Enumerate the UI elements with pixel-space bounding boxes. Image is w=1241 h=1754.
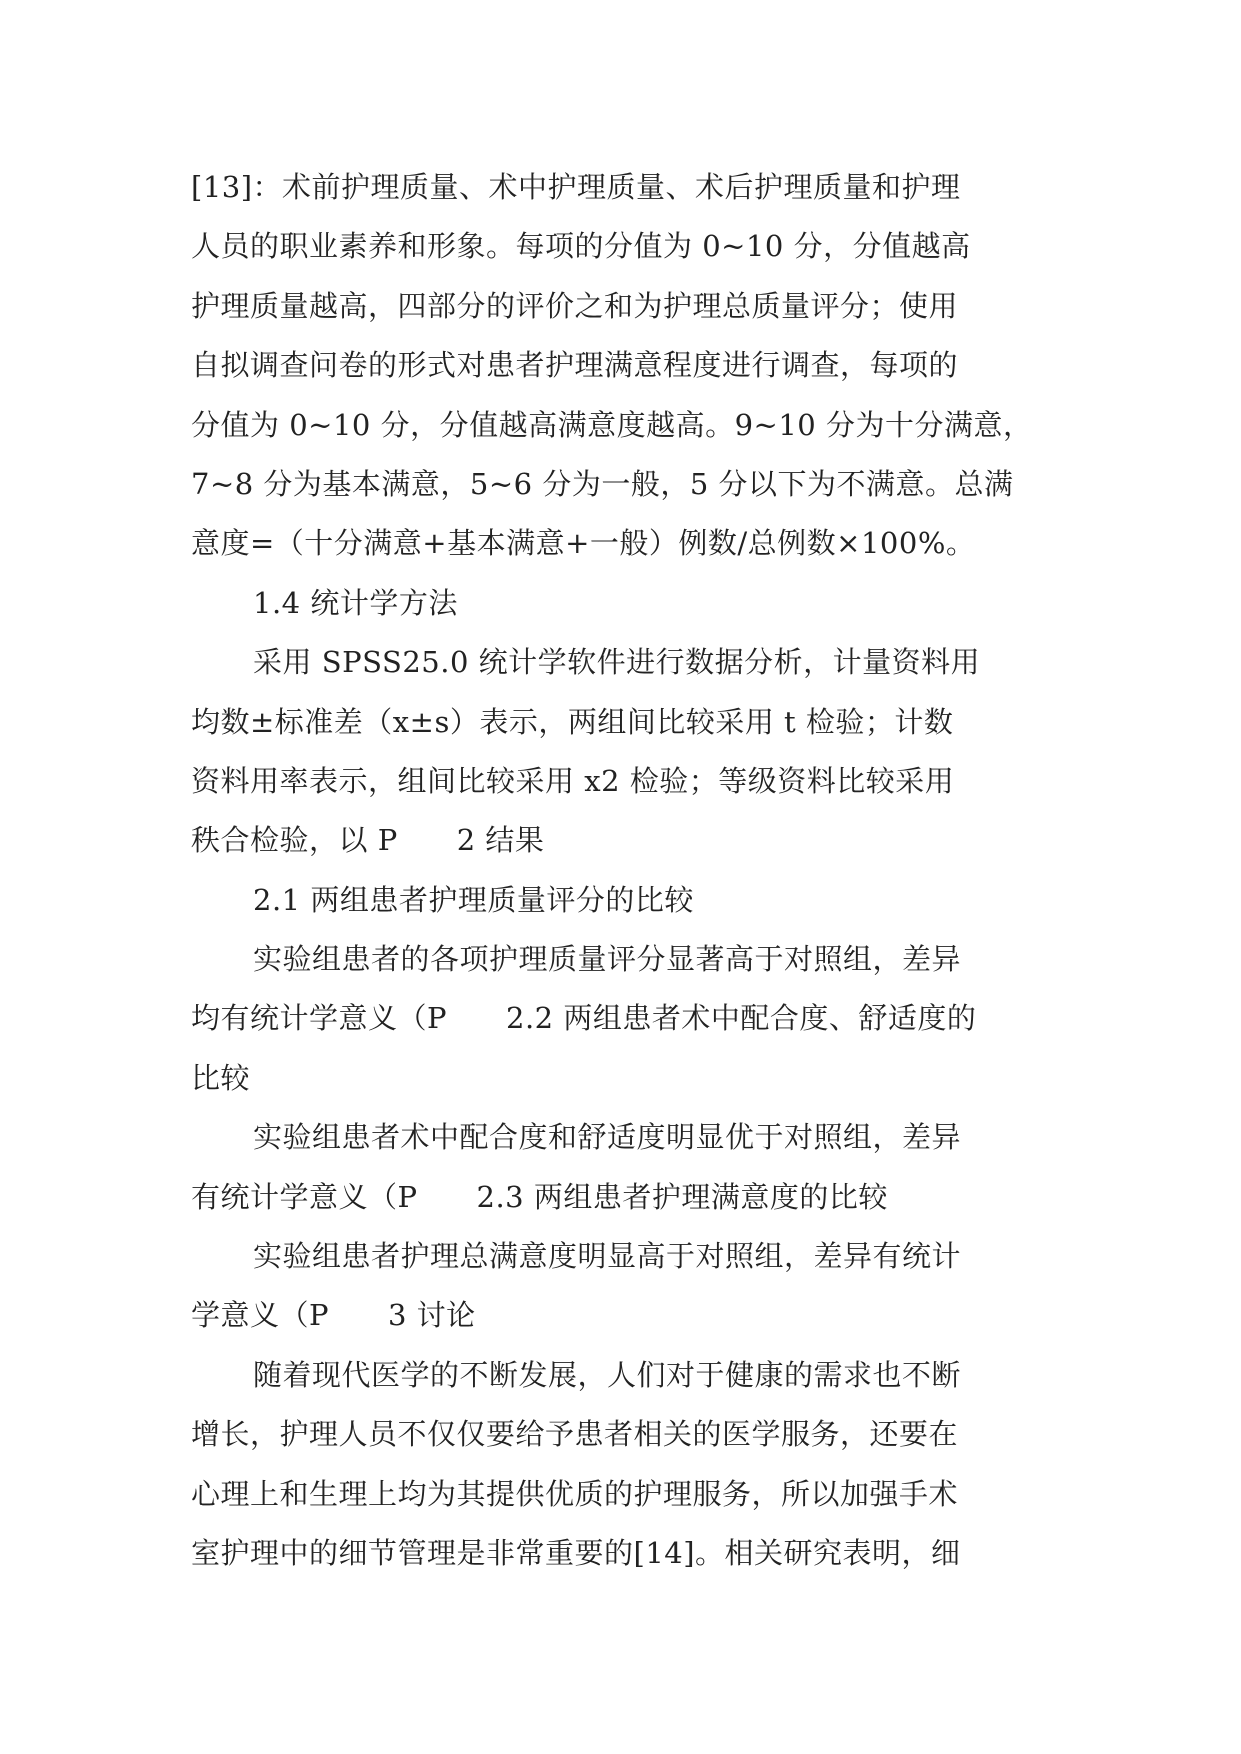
- text-line: 意度=（十分满意+基本满意+一般）例数/总例数×100%。: [191, 526, 976, 561]
- section-heading: 1.4 统计学方法: [253, 585, 458, 620]
- text-line: 实验组患者术中配合度和舒适度明显优于对照组，差异: [253, 1120, 962, 1155]
- text-line: 分值为 0~10 分，分值越高满意度越高。9~10 分为十分满意，: [191, 407, 1033, 442]
- text-line: 实验组患者的各项护理质量评分显著高于对照组，差异: [253, 942, 962, 977]
- text-line: 资料用率表示，组间比较采用 x2 检验；等级资料比较采用: [191, 763, 955, 798]
- text-line: 护理质量越高，四部分的评价之和为护理总质量评分；使用: [191, 288, 959, 323]
- text-line: [13]：术前护理质量、术中护理质量、术后护理质量和护理: [191, 170, 961, 204]
- text-line: 随着现代医学的不断发展，人们对于健康的需求也不断: [253, 1357, 962, 1392]
- text-line: 心理上和生理上均为其提供优质的护理服务，所以加强手术: [191, 1476, 959, 1511]
- text-line: 室护理中的细节管理是非常重要的[14]。相关研究表明，细: [191, 1535, 961, 1570]
- text-line: 均有统计学意义（P 2.2 两组患者术中配合度、舒适度的: [191, 1001, 977, 1036]
- text-line: 采用 SPSS25.0 统计学软件进行数据分析，计量资料用: [253, 645, 981, 680]
- text-line: 增长，护理人员不仅仅要给予患者相关的医学服务，还要在: [191, 1417, 959, 1452]
- text-line: 有统计学意义（P 2.3 两组患者护理满意度的比较: [191, 1179, 888, 1214]
- text-line: 秩合检验，以 P 2 结果: [191, 823, 545, 858]
- text-line: 均数±标准差（x±s）表示，两组间比较采用 t 检验；计数: [191, 704, 954, 739]
- body-text: [191, 158, 1051, 1583]
- text-line: 实验组患者护理总满意度明显高于对照组，差异有统计: [253, 1239, 962, 1274]
- text-line: 人员的职业素养和形象。每项的分值为 0~10 分，分值越高: [191, 229, 971, 264]
- text-line: 7~8 分为基本满意，5~6 分为一般，5 分以下为不满意。总满: [191, 466, 1014, 501]
- text-line: 比较: [191, 1060, 251, 1095]
- section-heading: 2.1 两组患者护理质量评分的比较: [253, 882, 694, 917]
- text-line: 自拟调查问卷的形式对患者护理满意程度进行调查，每项的: [191, 348, 959, 383]
- text-line: 学意义（P 3 讨论: [191, 1298, 476, 1333]
